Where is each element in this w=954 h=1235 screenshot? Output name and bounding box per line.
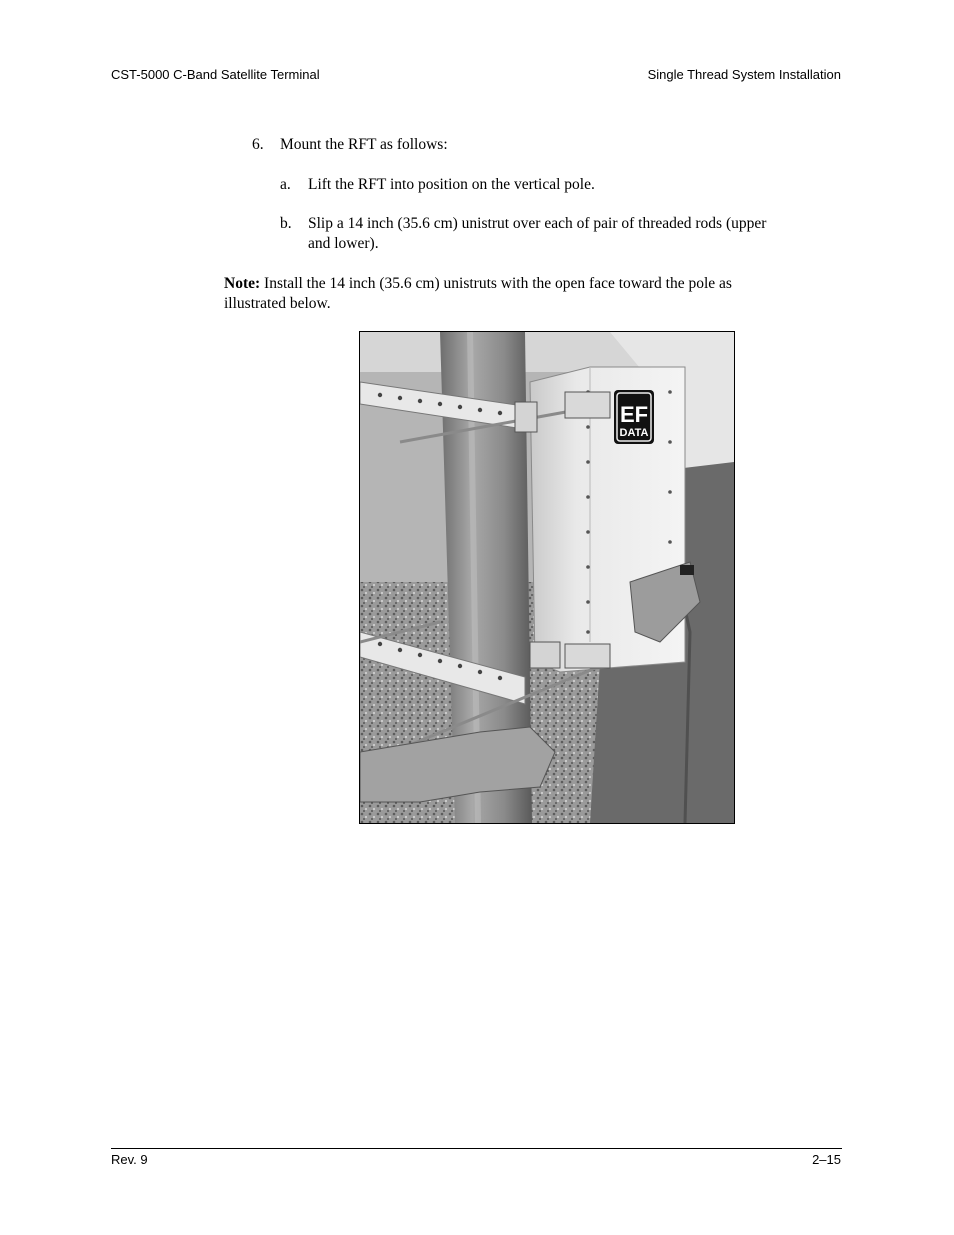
step-6-text: Mount the RFT as follows: xyxy=(280,136,448,153)
step-b-number: b. xyxy=(280,215,292,232)
svg-text:EF: EF xyxy=(619,402,649,427)
step-b-text-line1: Slip a 14 inch (35.6 cm) unistrut over each of pair of threaded rods (upper xyxy=(308,215,767,232)
rft-mounting-photo xyxy=(359,331,735,824)
svg-text:DATA: DATA xyxy=(619,427,649,439)
footer-revision: Rev. 9 xyxy=(111,1152,148,1167)
step-a-text: Lift the RFT into position on the vertical pole. xyxy=(308,176,595,193)
header-section: Single Thread System Installation xyxy=(647,67,841,82)
ef-data-logo xyxy=(614,390,654,444)
note-text-line2: illustrated below. xyxy=(224,295,331,312)
step-a-number: a. xyxy=(280,176,291,193)
header-title: CST-5000 C-Band Satellite Terminal xyxy=(111,67,320,82)
footer-page-number: 2–15 xyxy=(812,1152,841,1167)
step-b-text-line2: and lower). xyxy=(308,235,379,252)
step-6-number: 6. xyxy=(252,136,264,153)
note-label: Note: xyxy=(224,275,261,292)
note-text-line1: Install the 14 inch (35.6 cm) unistruts with the open face toward the pole as xyxy=(260,275,732,292)
footer-rule xyxy=(111,1148,842,1149)
note-paragraph xyxy=(224,274,824,314)
